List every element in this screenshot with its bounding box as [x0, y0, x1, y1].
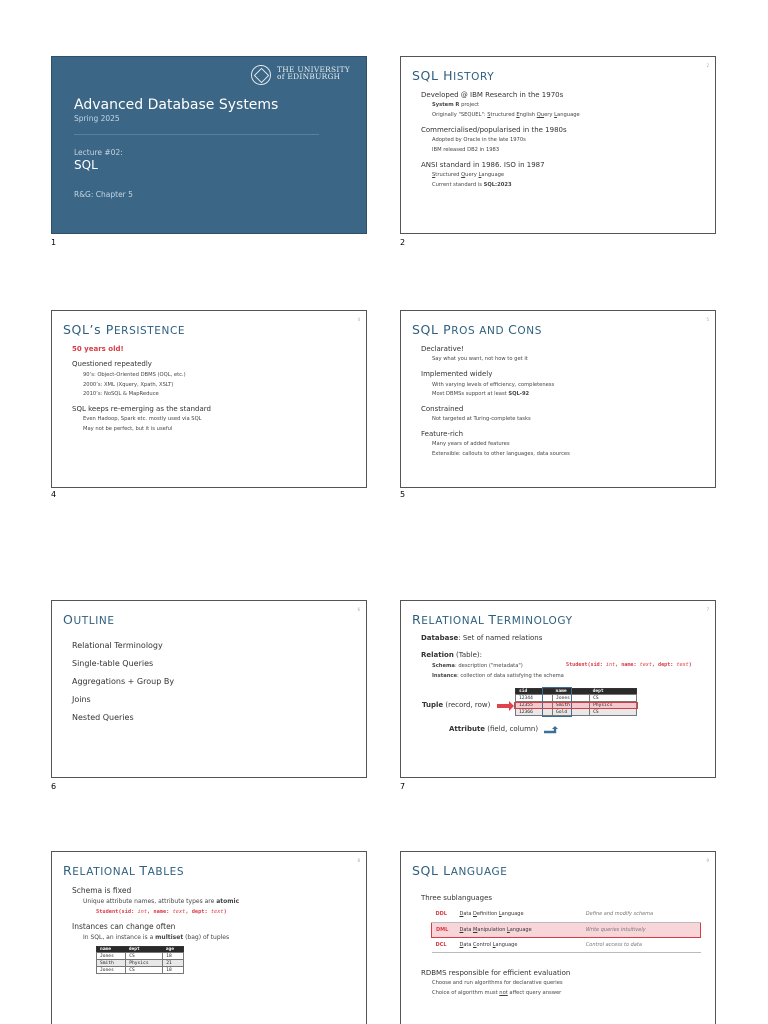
- bullet: Constrained: [421, 404, 464, 413]
- bullet: ANSI standard in 1986. ISO in 1987: [421, 160, 545, 169]
- table-header: sid name dept: [516, 689, 637, 695]
- table-row: 12366 Gold CS: [516, 709, 637, 716]
- slide-4: [51, 310, 367, 488]
- page-number: 4: [357, 317, 360, 322]
- slide-body: [72, 345, 356, 433]
- university-name: THE UNIVERSITY of EDINBURGH: [277, 65, 351, 82]
- bullet: Commercialised/popularised in the 1980s: [421, 125, 567, 134]
- slide-9: [400, 851, 716, 1024]
- slide-number-6: 6: [51, 782, 57, 791]
- page-number: 8: [357, 858, 360, 863]
- slide-body: [421, 345, 705, 458]
- student-table: [96, 946, 184, 974]
- outline-item: Nested Queries: [72, 713, 134, 722]
- slide-title: OUTLINE: [63, 612, 115, 627]
- sub-bullet: 2000’s: XML (Xquery, Xpath, XSLT): [83, 381, 174, 388]
- outline-item: Single-table Queries: [72, 659, 154, 668]
- bullet: Feature-rich: [421, 430, 464, 439]
- sub-bullet: Say what you want, not how to get it: [432, 356, 528, 363]
- page-number: 7: [706, 607, 709, 612]
- sub-bullet: System R project: [432, 102, 480, 109]
- slide-title: RELATIONAL TABLES: [63, 863, 185, 878]
- bullet: Instances can change often: [72, 922, 176, 932]
- outline-item: Aggregations + Group By: [72, 677, 175, 686]
- table-row: 12355 Smith Physics: [516, 702, 637, 709]
- slide-title: SQL PROS AND CONS: [412, 322, 542, 337]
- slide-title: SQL HISTORY: [412, 68, 495, 83]
- sub-bullet: May not be perfect, but it is useful: [83, 426, 173, 433]
- tuple-label: Tuple (record, row): [422, 701, 491, 709]
- sub-bullet: Unique attribute names, attribute types are atomic: [83, 898, 240, 905]
- sub-bullet: IBM released DB2 in 1983: [432, 146, 500, 153]
- semester: Spring 2025: [74, 114, 120, 123]
- slide-body-lower: [421, 969, 705, 997]
- bullet: Database: Set of named relations: [421, 634, 543, 642]
- slide-body: [421, 91, 705, 188]
- slide-body: [421, 634, 705, 679]
- outline-list: [72, 641, 356, 731]
- slide-title: RELATIONAL TERMINOLOGY: [412, 612, 573, 627]
- arrow-right-icon: [497, 704, 509, 708]
- bullet: Developed @ IBM Research in the 1970s: [421, 91, 564, 99]
- page-number: 2: [706, 63, 709, 68]
- sub-bullet: Originally "SEQUEL": Structured English Query Language: [432, 112, 580, 119]
- slide-5: [400, 310, 716, 488]
- sub-bullet: Choose and run algorithms for declarative queries: [432, 980, 563, 987]
- slide-1: [51, 56, 367, 234]
- university-crest-icon: [251, 65, 271, 85]
- bullet: Implemented widely: [421, 370, 493, 379]
- divider: [74, 134, 319, 135]
- table-row: 12344 Jones CS: [516, 695, 637, 702]
- table-row: Jones CS 18: [97, 967, 184, 974]
- sub-bullet: Schema: description ("metadata"): [432, 662, 523, 669]
- sub-bullet: With varying levels of efficiency, completeness: [432, 381, 555, 388]
- arrow-up-icon: [543, 726, 559, 734]
- slide-body: [421, 894, 705, 902]
- sub-bullet: Extensible: callouts to other languages, data sources: [432, 451, 570, 458]
- page-number: 6: [357, 607, 360, 612]
- sub-bullet: Adopted by Oracle in the late 1970s: [432, 137, 526, 144]
- sub-bullet: Structured Query Language: [432, 172, 505, 179]
- slide-number-1: 1: [51, 238, 57, 247]
- sub-bullet: Choice of algorithm must not affect query answer: [432, 990, 562, 997]
- slide-number-5: 5: [400, 490, 406, 499]
- table-row: DML Data Manipulation Language Write queries intuitively: [432, 922, 701, 937]
- schema-signature: Student(sid: int, name: text, dept: text): [566, 662, 692, 668]
- table-row: DCL Data Control Language Control access to data: [432, 937, 701, 952]
- outline-item: Joins: [72, 695, 91, 704]
- table-row: Jones CS 18: [97, 953, 184, 960]
- sub-bullet: 90’s: Object-Oriented DBMS (OQL, etc.): [83, 371, 186, 378]
- bullet: Schema is fixed: [72, 886, 132, 895]
- page-number: 9: [706, 858, 709, 863]
- sub-bullet: In SQL, an instance is a multiset (bag) of tuples: [83, 934, 230, 942]
- slide-body: [72, 886, 356, 974]
- row-highlight: [514, 702, 638, 709]
- bullet: Three sublanguages: [421, 894, 493, 902]
- bullet: Declarative!: [421, 345, 464, 353]
- attribute-label: Attribute (field, column): [449, 725, 539, 733]
- sub-bullet: Even Hadoop, Spark etc. mostly used via SQL: [83, 416, 202, 423]
- sub-bullet: Current standard is SQL:2023: [432, 181, 512, 188]
- highlight-text: 50 years old!: [72, 345, 124, 353]
- slide-title: SQL’s PERSISTENCE: [63, 322, 186, 337]
- slide-6: [51, 600, 367, 778]
- lecture-topic: SQL: [74, 158, 98, 172]
- table-row: DDL Data Definition Language Define and modify schema: [432, 907, 701, 922]
- table-header: name dept age: [97, 947, 184, 953]
- page-number: 5: [706, 317, 709, 322]
- slide-number-4: 4: [51, 490, 57, 499]
- slide-7: [400, 600, 716, 778]
- slide-number-7: 7: [400, 782, 406, 791]
- lecture-number: Lecture #02:: [74, 148, 123, 157]
- bullet: RDBMS responsible for efficient evaluation: [421, 969, 571, 977]
- sub-bullet: Not targeted at Turing-complete tasks: [432, 416, 531, 423]
- bullet: Relation (Table):: [421, 651, 482, 660]
- sublanguage-table: [431, 907, 701, 953]
- sub-bullet: Instance: collection of data satisfying the schema: [432, 672, 564, 679]
- bullet: SQL keeps re-emerging as the standard: [72, 404, 211, 413]
- bullet: Questioned repeatedly: [72, 360, 152, 369]
- slide-8: [51, 851, 367, 1024]
- sub-bullet: 2010’s: NoSQL & MapReduce: [83, 391, 159, 398]
- slide-title: SQL LANGUAGE: [412, 863, 508, 878]
- sub-bullet: Most DBMSs support at least SQL-92: [432, 391, 530, 398]
- table-row: Smith Physics 21: [97, 960, 184, 967]
- slide-number-2: 2: [400, 238, 406, 247]
- sub-bullet: Many years of added features: [432, 441, 510, 448]
- reading-reference: R&G: Chapter 5: [74, 190, 133, 199]
- slide-2: [400, 56, 716, 234]
- course-title: Advanced Database Systems: [74, 97, 279, 113]
- outline-item: Relational Terminology: [72, 641, 163, 650]
- schema-signature: Student(sid: int, name: text, dept: text): [96, 908, 227, 915]
